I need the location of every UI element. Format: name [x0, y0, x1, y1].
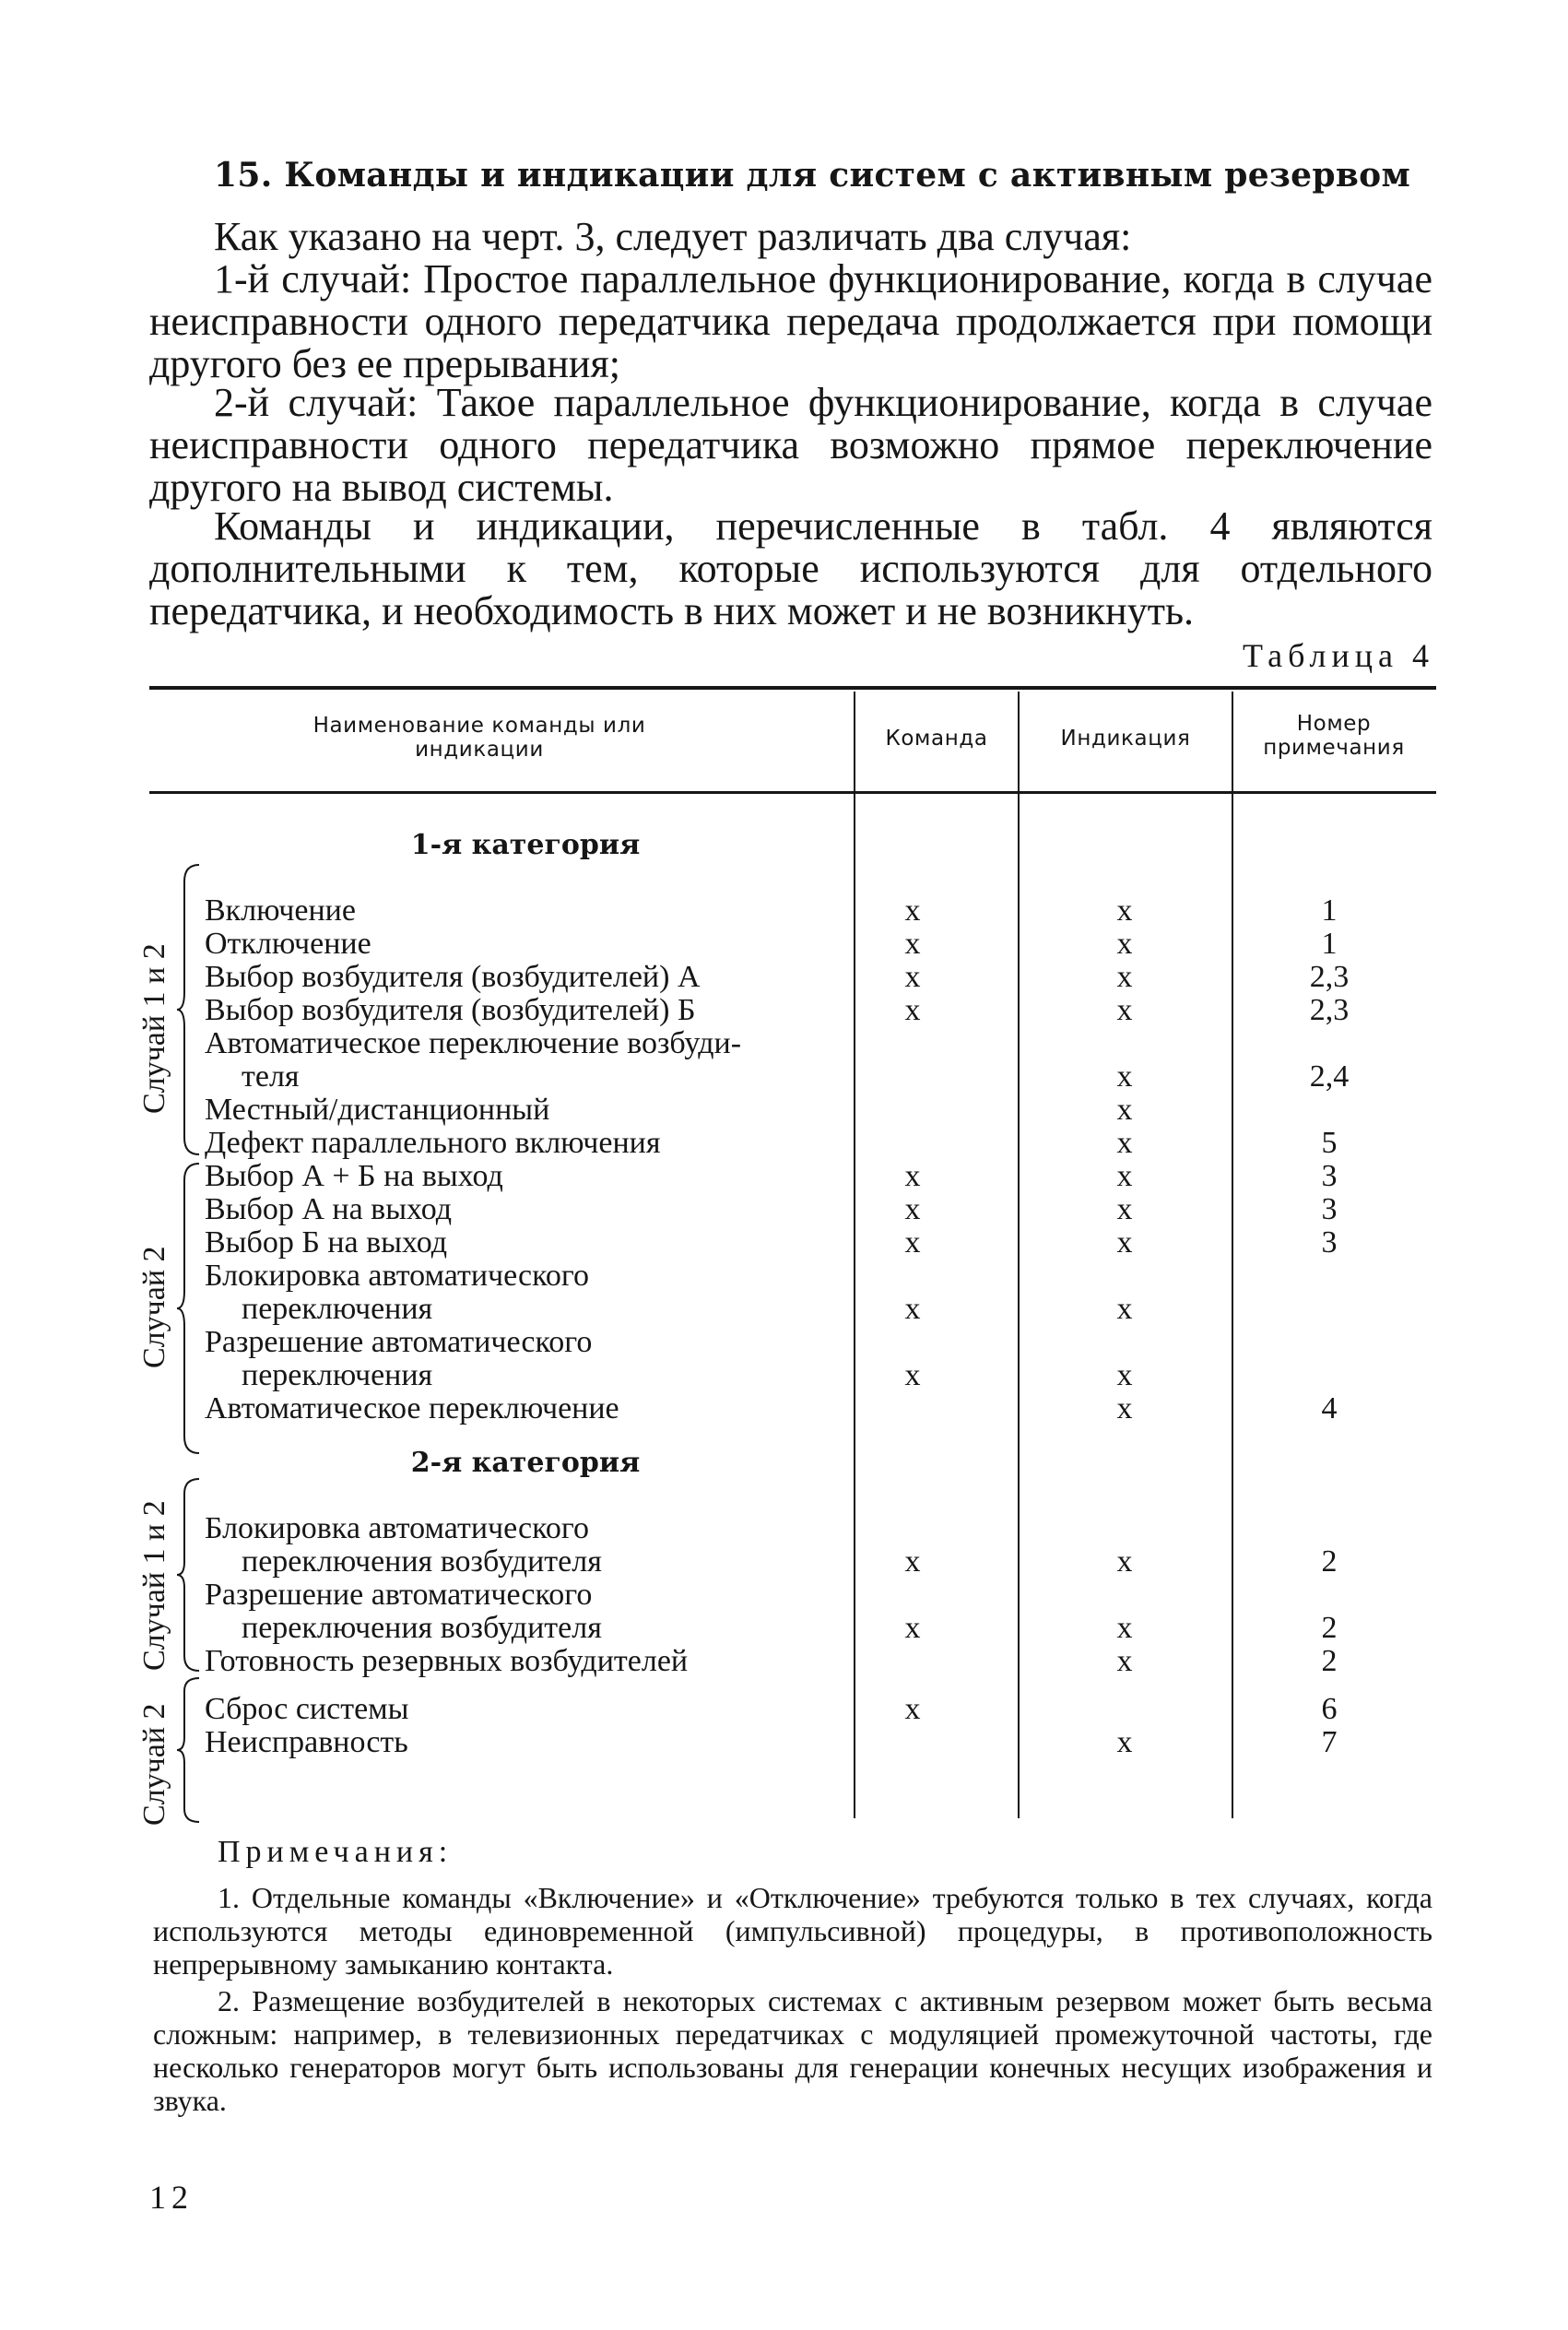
row-note-number: 2,3	[1309, 993, 1350, 1027]
table-column-divider	[854, 692, 855, 1818]
row-note-number: 2	[1321, 1611, 1338, 1645]
section-heading: 15. Команды и индикации для систем с активным резервом	[214, 156, 1411, 195]
row-name: Выбор А на выход	[205, 1192, 453, 1226]
row-indication-mark: х	[1116, 1391, 1133, 1425]
row-command-mark: х	[904, 1192, 921, 1226]
row-name-continuation: переключения	[242, 1292, 433, 1326]
row-name: Разрешение автоматического	[205, 1578, 593, 1612]
row-name: Автоматическое переключение	[205, 1391, 619, 1425]
row-indication-mark: х	[1116, 1192, 1133, 1226]
row-indication-mark: х	[1116, 1544, 1133, 1579]
brace-case-1-and-2-category-2	[175, 1477, 203, 1673]
row-name: Выбор возбудителя (возбудителей) А	[205, 960, 701, 994]
header-note: Номер примечания	[1263, 712, 1405, 760]
row-name-continuation: теля	[242, 1059, 300, 1094]
row-command-mark: х	[904, 1544, 921, 1579]
row-name: Выбор Б на выход	[205, 1225, 448, 1260]
case-2-paragraph: 2-й случай: Такое параллельное функционирование, когда в случае неисправности одного передатчика возможно прямое переключение другого на вывод системы.	[149, 380, 1432, 510]
row-indication-mark: х	[1116, 960, 1133, 994]
row-indication-mark: х	[1116, 1126, 1133, 1160]
brace-case-2-category-2	[175, 1676, 203, 1824]
row-name: Выбор возбудителя (возбудителей) Б	[205, 993, 696, 1027]
row-name: Блокировка автоматического	[205, 1511, 590, 1545]
row-indication-mark: х	[1116, 1159, 1133, 1193]
row-note-number: 2	[1321, 1544, 1338, 1579]
row-command-mark: х	[904, 893, 921, 928]
row-indication-mark: х	[1116, 927, 1133, 961]
row-note-number: 5	[1321, 1126, 1338, 1160]
table-header-rule	[149, 791, 1436, 794]
row-command-mark: х	[904, 1225, 921, 1260]
brace-case-1-and-2-category-1	[175, 863, 203, 1156]
case-1-paragraph: 1-й случай: Простое параллельное функционирование, когда в случае неисправности одного передатчика передача продолжается при помощи другого без ее прерывания;	[149, 256, 1432, 386]
row-indication-mark: х	[1116, 1725, 1133, 1759]
table-column-divider	[1232, 692, 1233, 1818]
row-name: Выбор А + Б на выход	[205, 1159, 503, 1193]
row-name: Неисправность	[205, 1725, 408, 1759]
table-caption: Таблица 4	[1243, 637, 1434, 674]
row-command-mark: х	[904, 1611, 921, 1645]
row-indication-mark: х	[1116, 893, 1133, 928]
row-note-number: 1	[1321, 893, 1338, 928]
row-note-number: 2,4	[1309, 1059, 1350, 1094]
row-indication-mark: х	[1116, 1093, 1133, 1127]
row-note-number: 3	[1321, 1159, 1338, 1193]
row-name: Готовность резервных возбудителей	[205, 1644, 689, 1678]
row-name: Дефект параллельного включения	[205, 1126, 661, 1160]
notes-title: Примечания:	[218, 1835, 454, 1869]
category-1: 1-я категория	[410, 829, 641, 861]
row-note-number: 3	[1321, 1192, 1338, 1226]
row-indication-mark: х	[1116, 1225, 1133, 1260]
row-note-number: 6	[1321, 1692, 1338, 1726]
row-indication-mark: х	[1116, 1292, 1133, 1326]
row-name-continuation: переключения возбудителя	[242, 1611, 602, 1645]
note-1: 1. Отдельные команды «Включение» и «Отключение» требуются только в тех случаях, когда используются методы единовременной (импульсивной) процедуры, в противоположность непрерывному замыканию контакта.	[153, 1881, 1432, 1981]
row-command-mark: х	[904, 960, 921, 994]
row-command-mark: х	[904, 1692, 921, 1726]
row-note-number: 2	[1321, 1644, 1338, 1678]
header-name: Наименование команды или индикации	[312, 714, 646, 762]
row-command-mark: х	[904, 993, 921, 1027]
row-indication-mark: х	[1116, 1059, 1133, 1094]
row-indication-mark: х	[1116, 993, 1133, 1027]
category-2: 2-я категория	[410, 1447, 641, 1479]
row-command-mark: х	[904, 927, 921, 961]
case-label: Случай 2	[137, 1703, 171, 1826]
table-column-divider	[1018, 692, 1020, 1818]
case-label: Случай 1 и 2	[137, 943, 171, 1114]
row-name-continuation: переключения возбудителя	[242, 1544, 602, 1579]
row-note-number: 2,3	[1309, 960, 1350, 994]
intro-paragraph: Как указано на черт. 3, следует различать два случая:	[214, 214, 1132, 259]
row-name: Разрешение автоматического	[205, 1325, 593, 1359]
header-command: Команда	[885, 727, 988, 751]
row-note-number: 1	[1321, 927, 1338, 961]
case-label: Случай 1 и 2	[137, 1500, 171, 1671]
row-name: Местный/дистанционный	[205, 1093, 550, 1127]
row-name-continuation: переключения	[242, 1358, 433, 1392]
row-indication-mark: х	[1116, 1358, 1133, 1392]
header-indication: Индикация	[1060, 727, 1191, 751]
table-reference-paragraph: Команды и индикации, перечисленные в табл. 4 являются дополнительными к тем, которые используются для отдельного передатчика, и необходимость в них может и не возникнуть.	[149, 503, 1432, 633]
row-name: Отключение	[205, 927, 371, 961]
row-indication-mark: х	[1116, 1644, 1133, 1678]
row-command-mark: х	[904, 1159, 921, 1193]
note-2: 2. Размещение возбудителей в некоторых системах с активным резервом может быть весьма сложным: например, в телевизионных передатчиках с модуляцией промежуточной частоты, где несколько генераторов могут быть использованы для генерации конечных несущих изображения и звука.	[153, 1984, 1432, 2117]
table-top-rule	[149, 686, 1436, 690]
row-name: Блокировка автоматического	[205, 1259, 590, 1293]
row-indication-mark: х	[1116, 1611, 1133, 1645]
row-note-number: 4	[1321, 1391, 1338, 1425]
row-name: Сброс системы	[205, 1692, 409, 1726]
row-note-number: 3	[1321, 1225, 1338, 1260]
row-command-mark: х	[904, 1358, 921, 1392]
row-command-mark: х	[904, 1292, 921, 1326]
row-name: Автоматическое переключение возбуди-	[205, 1026, 742, 1060]
brace-case-2-category-1	[175, 1162, 203, 1455]
row-note-number: 7	[1321, 1725, 1338, 1759]
row-name: Включение	[205, 893, 356, 928]
case-label: Случай 2	[137, 1246, 171, 1368]
page-number: 12	[149, 2179, 194, 2216]
